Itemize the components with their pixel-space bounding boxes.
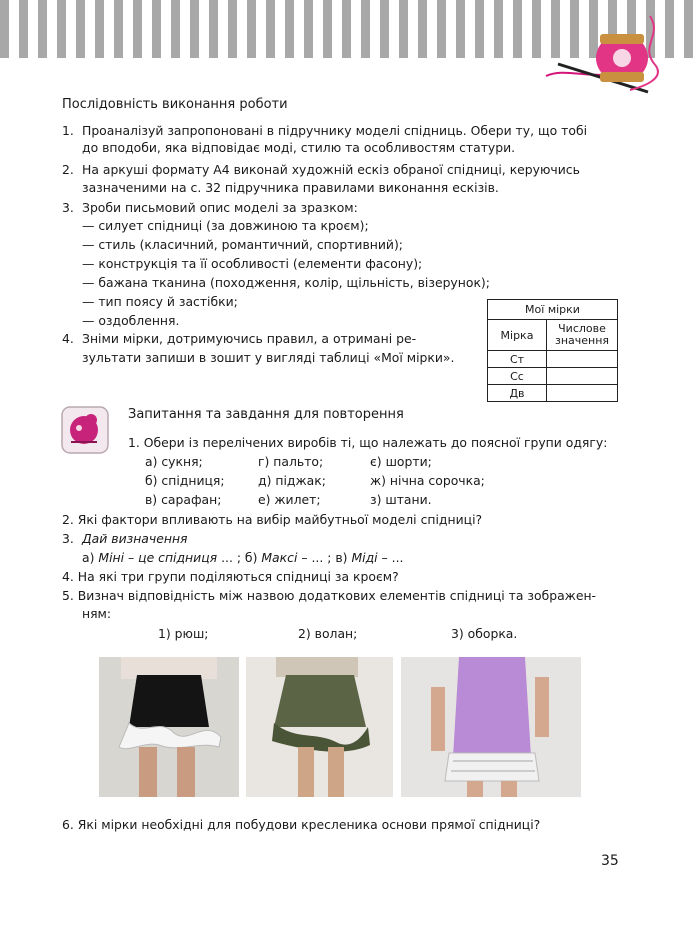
question: 6. Які мірки необхідні для побудови кресленика основи прямої спідниці? xyxy=(62,817,541,832)
table-header-cell: Мірка xyxy=(488,320,547,351)
text: – ... ; в) xyxy=(301,550,348,565)
question xyxy=(62,530,188,547)
question: 5. Визнач відповідність між назвою додаткових елементів спідниці та зображен- xyxy=(62,588,597,603)
sublist-item: — силует спідниці (за довжиною та кроєм); xyxy=(82,218,369,233)
option: з) штани. xyxy=(370,492,432,507)
question-text: Дай визначення xyxy=(82,531,188,546)
list-item xyxy=(62,161,580,178)
sublist-item: — бажана тканина (походження, колір, щільність, візерунок); xyxy=(82,275,490,290)
item-text: до вподоби, яка відповідає моді, стилю та особливостям статури. xyxy=(82,140,516,155)
list-item xyxy=(62,199,358,216)
question: 2. Які фактори впливають на вибір майбутньої моделі спідниці? xyxy=(62,512,483,527)
item-text: Проаналізуй запропоновані в підручнику моделі спідниць. Обери ту, що тобі xyxy=(82,123,588,138)
term: Максі xyxy=(261,550,298,565)
sublist-item: — тип поясу й застібки; xyxy=(82,294,238,309)
item-number: 1. xyxy=(62,123,74,138)
photo-label: 2) волан; xyxy=(298,626,358,641)
item-number: 2. xyxy=(62,162,74,177)
table-cell xyxy=(547,368,618,385)
option: б) спідниця; xyxy=(145,473,225,488)
photo-label: 3) оборка. xyxy=(451,626,518,641)
text: ... ; б) xyxy=(221,550,258,565)
sublist-item: — оздоблення. xyxy=(82,313,180,328)
question: 1. Обери із перелічених виробів ті, що належать до поясної групи одягу: xyxy=(128,435,608,450)
thread-spool-icon xyxy=(538,6,668,98)
table-cell xyxy=(547,351,618,368)
option: а) сукня; xyxy=(145,454,203,469)
term: Міні – це спідниця xyxy=(98,550,218,565)
table-cell: Сс xyxy=(488,368,547,385)
dress-lilac-flounce-photo xyxy=(401,657,581,797)
sublist-item: — конструкція та її особливості (елементи фасону); xyxy=(82,256,423,271)
header-line: значення xyxy=(554,334,610,347)
section-title: Запитання та завдання для повторення xyxy=(128,407,404,422)
question: ням: xyxy=(82,606,112,621)
option: г) пальто; xyxy=(258,454,324,469)
page-number: 35 xyxy=(601,853,619,869)
skirt-green-frill-photo xyxy=(246,657,393,797)
photo-label: 1) рюш; xyxy=(158,626,209,641)
list-item xyxy=(62,122,588,139)
table-cell: Дв xyxy=(488,385,547,402)
header-line: Числове xyxy=(558,322,606,335)
option: ж) нічна сорочка; xyxy=(370,473,485,488)
table-row xyxy=(488,368,618,385)
item-text: зультати запиши в зошит у вигляді таблиці «Мої мірки». xyxy=(82,350,455,365)
question: 4. На які три групи поділяються спідниці за кроєм? xyxy=(62,569,399,584)
label: а) xyxy=(82,550,95,565)
skirt-black-ruffle-photo xyxy=(99,657,239,797)
table-cell: Ст xyxy=(488,351,547,368)
option: д) піджак; xyxy=(258,473,326,488)
list-item xyxy=(62,330,417,347)
table-cell xyxy=(547,385,618,402)
item-text: Зроби письмовий опис моделі за зразком: xyxy=(82,200,358,215)
item-text: Зніми мірки, дотримуючись правил, а отримані ре- xyxy=(82,331,417,346)
section-title: Послідовність виконання роботи xyxy=(62,97,288,112)
item-number: 3. xyxy=(62,531,74,546)
term: Міді xyxy=(351,550,378,565)
table-title: Мої мірки xyxy=(488,300,618,320)
table-row xyxy=(488,351,618,368)
item-text: зазначеними на с. 32 підручника правилами виконання ескізів. xyxy=(82,180,499,195)
measurements-table xyxy=(487,299,618,402)
text: – ... xyxy=(381,550,404,565)
item-number: 4. xyxy=(62,331,74,346)
option: е) жилет; xyxy=(258,492,321,507)
option: в) сарафан; xyxy=(145,492,222,507)
item-number: 3. xyxy=(62,200,74,215)
question-icon xyxy=(61,406,109,454)
table-header-cell xyxy=(547,320,618,351)
item-text: На аркуші формату А4 виконай художній ескіз обраної спідниці, керуючись xyxy=(82,162,580,177)
sublist-item: — стиль (класичний, романтичний, спортивний); xyxy=(82,237,403,252)
table-row xyxy=(488,385,618,402)
option: є) шорти; xyxy=(370,454,432,469)
definition-line xyxy=(82,549,404,566)
